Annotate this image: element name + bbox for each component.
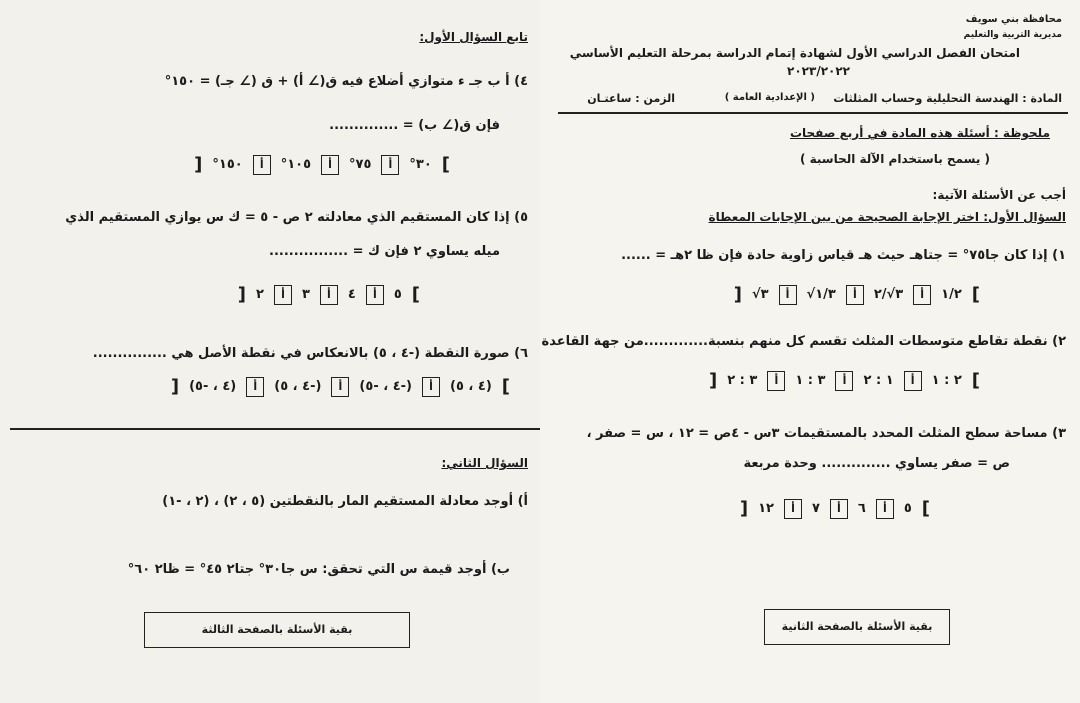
q4-option-3: ١٠٥° [280, 157, 312, 172]
bracket-open: ] [971, 370, 980, 391]
question-4-continued: فإن ق(∠ ب) = .............. [329, 118, 500, 133]
q3-option-3: ٧ [811, 501, 820, 516]
q1-option-3: ١/٣√ [806, 287, 836, 302]
question-2b: ب) أوجد قيمة س التي تحقق: س جا٣٠° جتا٢ ٤٥° = ظا٢ ٦٠° [127, 562, 510, 577]
q3-option-1: ٥ [903, 501, 912, 516]
q3-options [740, 498, 930, 519]
option-separator-box: أ [779, 285, 797, 305]
subject: المادة : الهندسة التحليلية وحساب المثلثات [833, 92, 1062, 105]
q2-options [709, 370, 980, 391]
question-2: ٢) نقطة تقاطع متوسطات المثلث تقسم كل منهم بنسبة.............من جهة القاعدة [541, 334, 1066, 349]
q5-option-4: ٢ [256, 287, 264, 302]
question-5: ٥) إذا كان المستقيم الذي معادلته ٢ ص - ٥ = ك س يوازي المستقيم الذي [65, 210, 528, 225]
option-separator-box: أ [784, 499, 802, 519]
bracket-close: [ [733, 284, 742, 305]
bracket-open: ] [411, 284, 420, 305]
option-separator-box: أ [381, 155, 399, 175]
right-page [540, 0, 1080, 703]
q2-option-1: ٢ : ١ [931, 373, 962, 388]
q4-option-2: ٧٥° [349, 157, 372, 172]
governorate: محافظة بني سويف [965, 14, 1062, 25]
option-separator-box: أ [366, 285, 384, 305]
bracket-open: ] [921, 498, 930, 519]
q2-option-3: ٣ : ١ [795, 373, 826, 388]
exam-time: الزمن : ساعتـان [587, 92, 675, 105]
bracket-open: ] [501, 376, 510, 397]
q5-option-2: ٤ [347, 287, 356, 302]
bracket-close: [ [170, 376, 180, 397]
q4-option-4: ١٥٠° [212, 157, 243, 172]
question-2a: أ) أوجد معادلة المستقيم المار بالنقطتين (٥ ، ٢) ، (٢ ، -١) [162, 494, 528, 509]
header-rule [558, 112, 1068, 114]
q1-title: السؤال الأول: اختر الإجابة الصحيحة من بين الإجابات المعطاة [708, 210, 1066, 224]
option-separator-box: أ [321, 155, 339, 175]
q3-option-2: ٦ [857, 501, 866, 516]
question-6: ٦) صورة النقطة (-٤ ، ٥) بالانعكاس في نقطة الأصل هي ............... [92, 346, 528, 361]
q5-option-1: ٥ [393, 287, 402, 302]
q2-option-4: ٣ : ٢ [727, 373, 758, 388]
question-3-continued: ص = صفر يساوي .............. وحدة مربعة [743, 456, 1010, 471]
q6-option-1: (٤ ، ٥) [449, 379, 492, 394]
grade: ( الإعدادية العامة ) [724, 92, 815, 103]
option-separator-box: أ [253, 155, 271, 175]
question-5-continued: ميله يساوي ٢ فإن ك = ................ [269, 244, 500, 259]
option-separator-box: أ [331, 377, 349, 397]
q1-option-4: ٣√ [751, 287, 769, 302]
directorate: مديرية التربية والتعليم [963, 30, 1062, 40]
option-separator-box: أ [320, 285, 338, 305]
option-separator-box: أ [767, 371, 785, 391]
q1-option-2: ٣√/٢ [873, 287, 904, 302]
bracket-close: [ [237, 284, 247, 305]
bracket-close: [ [708, 370, 718, 391]
footer-next-page: بقية الأسئلة بالصفحة الثانية [764, 609, 950, 645]
q6-options [171, 376, 510, 397]
section-rule [10, 428, 540, 430]
q6-option-4: (٤ ، -٥) [189, 379, 237, 394]
option-separator-box: أ [274, 285, 292, 305]
q2-title: السؤال الثاني: [441, 456, 528, 470]
q2-option-2: ١ : ٢ [863, 373, 894, 388]
q5-option-3: ٣ [301, 287, 310, 302]
q5-options [238, 284, 420, 305]
question-3: ٣) مساحة سطح المثلث المحدد بالمستقيمات ٣س - ٤ص = ١٢ ، س = صفر ، [586, 426, 1066, 441]
q6-option-2: (-٤ ، -٥) [359, 379, 412, 394]
q4-options [194, 154, 450, 175]
bracket-close: [ [739, 498, 749, 519]
question-1: ١) إذا كان جا٧٥° = جتاهـ حيث هـ قياس زاوية حادة فإن ظا ٢هـ = ...... [621, 248, 1066, 263]
bracket-close: [ [194, 154, 203, 175]
q4-option-1: ٣٠° [409, 157, 432, 172]
option-separator-box: أ [846, 285, 864, 305]
note: ملحوظة : أسئلة هذه المادة في أربع صفحات [789, 126, 1050, 140]
footer-next-page: بقية الأسئلة بالصفحة الثالثة [144, 612, 410, 648]
option-separator-box: أ [876, 499, 894, 519]
option-separator-box: أ [246, 377, 264, 397]
q6-option-3: (-٤ ، ٥) [274, 379, 322, 394]
option-separator-box: أ [904, 371, 922, 391]
q1-option-1: ١/٢ [941, 287, 962, 302]
option-separator-box: أ [830, 499, 848, 519]
bracket-open: ] [441, 154, 450, 175]
continuation-title: تابع السؤال الأول: [419, 30, 528, 44]
q1-options [734, 284, 980, 305]
question-4: ٤) أ ب جـ ء متوازي أضلاع فيه ق(∠ أ) + ق (∠ جـ) = ١٥٠° [164, 74, 528, 89]
bracket-open: ] [971, 284, 980, 305]
exam-year: ٢٠٢٣/٢٠٢٢ [787, 64, 850, 78]
exam-title: امتحان الفصل الدراسي الأول لشهادة إتمام الدراسة بمرحلة التعليم الأساسي [569, 46, 1020, 60]
option-separator-box: أ [913, 285, 931, 305]
option-separator-box: أ [422, 377, 440, 397]
answer-instruction: أجب عن الأسئلة الآتية: [932, 188, 1066, 202]
option-separator-box: أ [835, 371, 853, 391]
q3-option-4: ١٢ [758, 501, 774, 516]
calculator-note: ( يسمح باستخدام الآلة الحاسبة ) [799, 152, 990, 166]
